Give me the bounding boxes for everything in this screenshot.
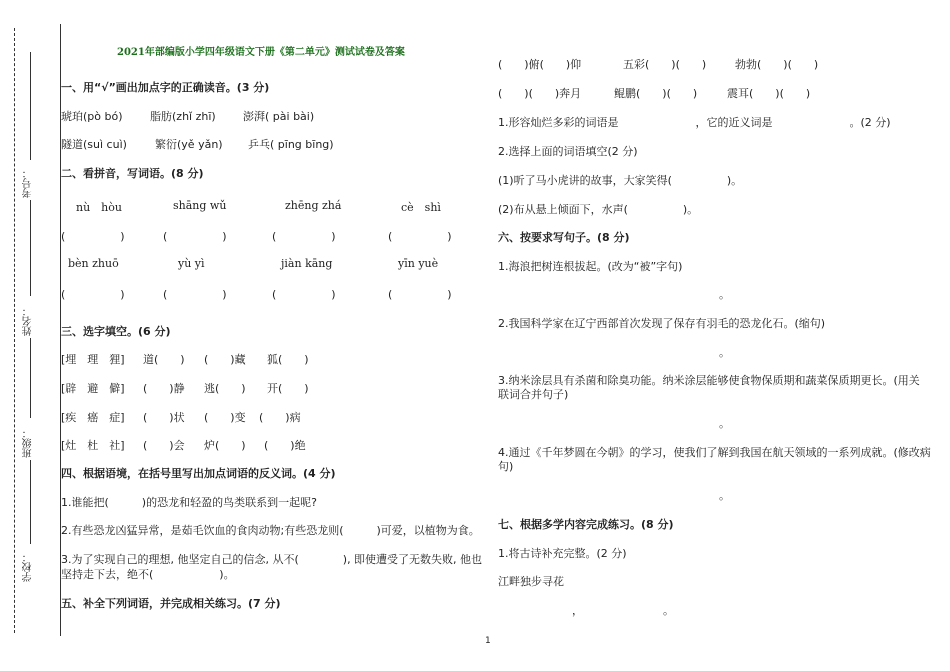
- answer-blank[interactable]: ( ): [61, 288, 125, 301]
- answer-end-dot: 。: [719, 489, 730, 502]
- name-label: 姓名：: [23, 306, 34, 336]
- sidebar-rule: [30, 460, 31, 544]
- fill-item[interactable]: 炉( ): [204, 439, 246, 452]
- school-label: 学校：: [23, 552, 34, 582]
- answer-blank[interactable]: ( ): [61, 230, 125, 243]
- q4-heading: 四、根据语境，在括号里写出加点词语的反义词。(4 分): [61, 467, 336, 480]
- q6-sentence: 联词合并句子): [498, 388, 569, 401]
- q4-sentence: 坚持走下去，绝不( )。: [61, 568, 235, 581]
- idiom-blank[interactable]: ( )( )奔月: [498, 87, 582, 100]
- pinyin-item: yù yì: [178, 257, 205, 270]
- pinyin-item: bèn zhuō: [68, 257, 119, 270]
- fill-item[interactable]: ( )藏: [204, 353, 246, 366]
- q6-sentence: 4.通过《千年梦圆在今朝》的学习，使我们了解到我国在航天领域的一系列成就。(修改病: [498, 446, 931, 459]
- exam-number-label: 考号：: [23, 168, 34, 198]
- fill-item[interactable]: 狐( ): [267, 353, 309, 366]
- q4-sentence: 1.谁能把( )的恐龙和轻盈的鸟类联系到一起呢?: [61, 496, 317, 509]
- idiom-blank[interactable]: 勃勃( )( ): [735, 58, 819, 71]
- pinyin-item: shāng wǔ: [173, 199, 227, 212]
- q1-item: 繁衍(yě yǎn): [155, 138, 223, 151]
- answer-end-dot: 。: [719, 346, 730, 359]
- q1-item: 乒乓( pīng bīng): [248, 138, 334, 151]
- answer-blank[interactable]: ( ): [163, 288, 227, 301]
- class-label: 班级：: [23, 428, 34, 458]
- fill-item[interactable]: 开( ): [267, 382, 309, 395]
- q7-sentence: 1.将古诗补充完整。(2 分): [498, 547, 627, 560]
- answer-blank[interactable]: ( ): [272, 288, 336, 301]
- q3-heading: 三、选字填空。(6 分): [61, 325, 171, 338]
- q4-sentence: 3.为了实现自己的理想, 他坚定自己的信念, 从不( ), 即使遭受了无数失败, 他也: [61, 553, 483, 566]
- q5-part: (2)布从悬上倾面下，水声( )。: [498, 203, 699, 216]
- pinyin-item: nù hòu: [76, 201, 122, 214]
- idiom-blank[interactable]: 五彩( )( ): [623, 58, 707, 71]
- poem-title: 江畔独步寻花: [498, 575, 564, 588]
- fill-item[interactable]: 道( ): [143, 353, 185, 366]
- pinyin-item: yīn yuè: [398, 257, 439, 270]
- q6-sentence: 1.海浪把树连根拔起。(改为“被”字句): [498, 260, 683, 273]
- document-title: 2021年部编版小学四年级语文下册《第二单元》测试试卷及答案: [117, 47, 405, 58]
- sidebar-rule: [30, 200, 31, 296]
- q1-item: 琥珀(pò bó): [61, 110, 123, 123]
- sidebar-rule: [30, 338, 31, 418]
- q6-sentence: 3.纳米涂层具有杀菌和除臭功能。纳米涂层能够使食物保质期和蔬菜保质期更长。(用关: [498, 374, 920, 387]
- pinyin-item: jiàn kāng: [281, 257, 333, 270]
- fill-item[interactable]: ( )状: [143, 411, 185, 424]
- idiom-blank[interactable]: 鲲鹏( )( ): [614, 87, 698, 100]
- q6-heading: 六、按要求写句子。(8 分): [498, 231, 630, 244]
- fill-item[interactable]: 逃( ): [204, 382, 246, 395]
- fill-item[interactable]: ( )变: [204, 411, 246, 424]
- answer-end-dot: 。: [719, 417, 730, 430]
- q1-item: 澎湃( pài bài): [243, 110, 315, 123]
- q5-heading: 五、补全下列词语，并完成相关练习。(7 分): [61, 597, 281, 610]
- q6-sentence: 2.我国科学家在辽宁西部首次发现了保存有羽毛的恐龙化石。(缩句): [498, 317, 826, 330]
- char-options: [灶 杜 社]: [61, 439, 125, 452]
- q2-heading: 二、看拼音，写词语。(8 分): [61, 167, 204, 180]
- answer-blank[interactable]: ( ): [388, 288, 452, 301]
- pinyin-item: cè shì: [401, 201, 441, 214]
- poem-comma: ，: [572, 604, 583, 617]
- idiom-blank[interactable]: 震耳( )( ): [727, 87, 811, 100]
- q1-item: 隧道(suì cuì): [61, 138, 127, 151]
- q1-heading: 一、用“√”画出加点字的正确读音。(3 分): [61, 81, 270, 94]
- page-number: 1: [485, 636, 491, 646]
- char-options: [埋 理 狸]: [61, 353, 125, 366]
- q5-part: 1.形容灿烂多彩的词语是 ，它的近义词是 。(2 分): [498, 116, 891, 129]
- fill-item[interactable]: ( )病: [259, 411, 301, 424]
- q7-heading: 七、根据多学内容完成练习。(8 分): [498, 518, 674, 531]
- char-options: [疾 癌 症]: [61, 411, 125, 424]
- char-options: [辟 避 僻]: [61, 382, 125, 395]
- poem-dot: 。: [663, 604, 674, 617]
- q5-part: 2.选择上面的词语填空(2 分): [498, 145, 638, 158]
- answer-blank[interactable]: ( ): [163, 230, 227, 243]
- answer-blank[interactable]: ( ): [388, 230, 452, 243]
- q4-sentence: 2.有些恐龙凶猛异常，是茹毛饮血的食肉动物;有些恐龙则( )可爱，以植物为食。: [61, 524, 480, 537]
- fill-item[interactable]: ( )静: [143, 382, 185, 395]
- q6-sentence: 句): [498, 460, 514, 473]
- pinyin-item: zhēng zhá: [285, 199, 342, 212]
- q5-part: (1)听了马小虎讲的故事，大家笑得( )。: [498, 174, 743, 187]
- fill-item[interactable]: ( )绝: [264, 439, 306, 452]
- binding-dashed-line: [14, 28, 15, 633]
- answer-end-dot: 。: [719, 288, 730, 301]
- idiom-blank[interactable]: ( )俯( )仰: [498, 58, 582, 71]
- sidebar-rule: [30, 52, 31, 160]
- q1-item: 脂肪(zhǐ zhī): [150, 110, 216, 123]
- answer-blank[interactable]: ( ): [272, 230, 336, 243]
- fill-item[interactable]: ( )会: [143, 439, 185, 452]
